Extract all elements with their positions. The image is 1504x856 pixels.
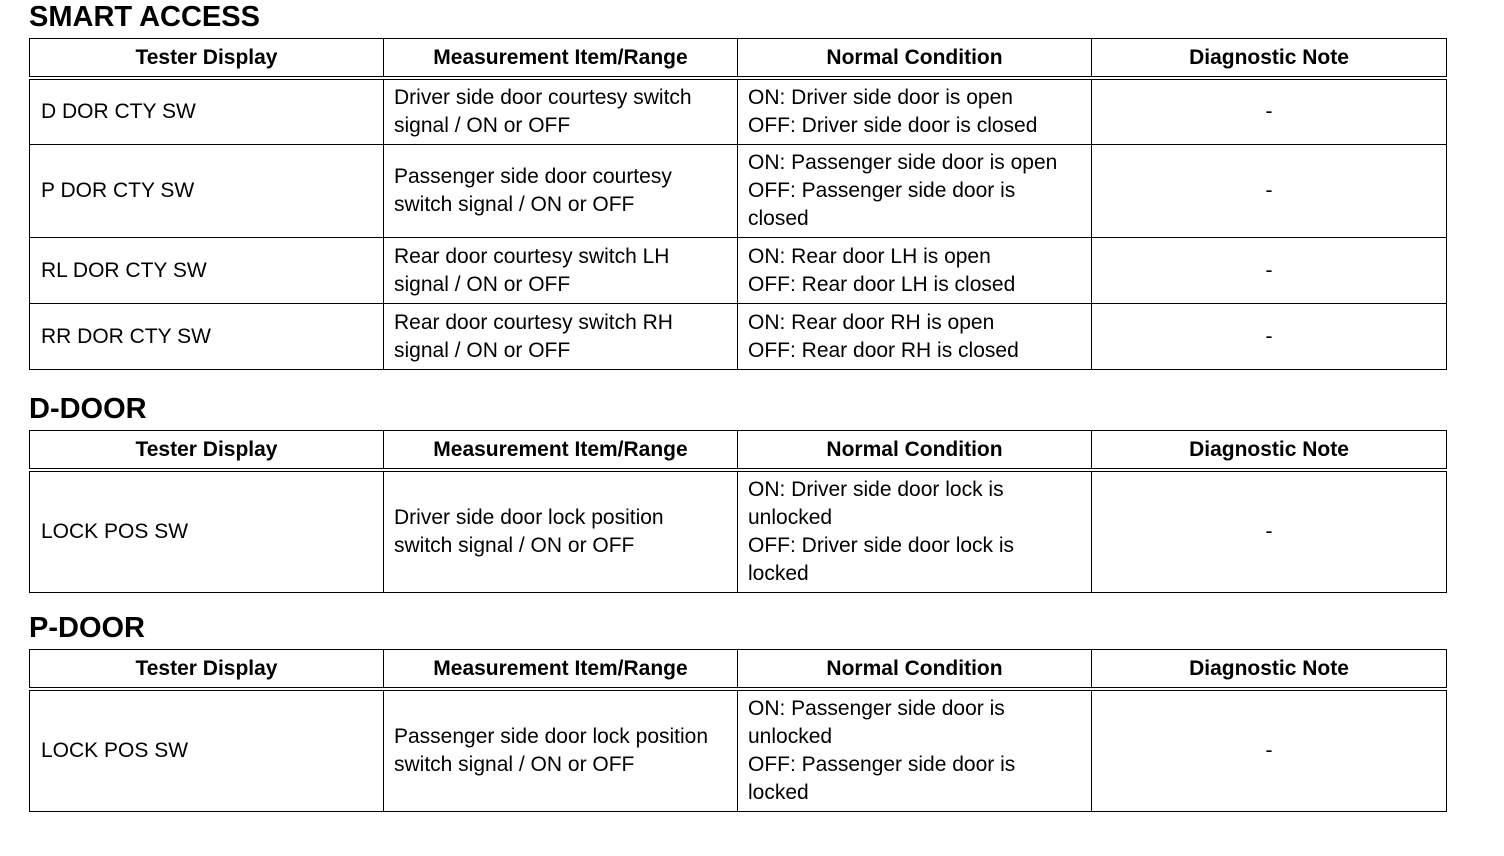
table-row [30, 145, 1447, 238]
table-header-row [30, 39, 1447, 79]
p-door-table [29, 649, 1447, 812]
measurement-line: switch signal / ON or OFF [394, 753, 635, 776]
measurement-line: Driver side door courtesy switch [394, 86, 692, 109]
section-title-p-door: P-DOOR [29, 612, 145, 644]
header-diagnostic-note: Diagnostic Note [1092, 650, 1447, 690]
condition-line: ON: Passenger side door is open [748, 151, 1058, 174]
condition-line: OFF: Rear door RH is closed [748, 338, 1019, 362]
measurement-line: Rear door courtesy switch RH [394, 310, 673, 334]
measurement-line: Driver side door lock position [394, 506, 664, 529]
condition-line: ON: Rear door RH is open [748, 310, 995, 334]
tester-display-cell: LOCK POS SW [30, 689, 384, 812]
section-title-d-door: D-DOOR [29, 393, 147, 425]
diagnostic-note-cell: - [1092, 689, 1447, 812]
measurement-line: Passenger side door courtesy [394, 165, 672, 188]
measurement-line: signal / ON or OFF [394, 338, 571, 362]
measurement-line: switch signal / ON or OFF [394, 193, 635, 216]
measurement-cell [384, 78, 738, 145]
header-normal-condition: Normal Condition [738, 39, 1092, 79]
diagnostic-note-cell: - [1092, 145, 1447, 238]
normal-condition-cell [738, 238, 1092, 304]
table-row [30, 470, 1447, 593]
header-measurement: Measurement Item/Range [384, 650, 738, 690]
tester-display-cell: RR DOR CTY SW [30, 304, 384, 370]
section-title-smart-access: SMART ACCESS [29, 1, 260, 33]
condition-line: ON: Driver side door lock is [748, 478, 1004, 501]
measurement-cell [384, 238, 738, 304]
normal-condition-cell [738, 689, 1092, 812]
table-row [30, 78, 1447, 145]
header-diagnostic-note: Diagnostic Note [1092, 431, 1447, 471]
condition-line: closed [748, 207, 809, 230]
table-row [30, 238, 1447, 304]
diagnostic-note-cell: - [1092, 304, 1447, 370]
condition-line: OFF: Driver side door lock is [748, 534, 1015, 557]
measurement-cell [384, 689, 738, 812]
header-tester-display: Tester Display [30, 39, 384, 79]
header-normal-condition: Normal Condition [738, 650, 1092, 690]
condition-line: unlocked [748, 506, 833, 529]
condition-line: OFF: Rear door LH is closed [748, 272, 1016, 296]
header-normal-condition: Normal Condition [738, 431, 1092, 471]
diagnostic-note-cell: - [1092, 470, 1447, 593]
measurement-line: signal / ON or OFF [394, 114, 571, 137]
condition-line: OFF: Passenger side door is [748, 179, 1016, 202]
table-row [30, 304, 1447, 370]
header-tester-display: Tester Display [30, 431, 384, 471]
table-header-row [30, 650, 1447, 690]
measurement-cell [384, 470, 738, 593]
header-measurement: Measurement Item/Range [384, 39, 738, 79]
measurement-line: signal / ON or OFF [394, 272, 571, 296]
diagnostic-note-cell: - [1092, 78, 1447, 145]
header-tester-display: Tester Display [30, 650, 384, 690]
normal-condition-cell [738, 78, 1092, 145]
tester-display-cell: P DOR CTY SW [30, 145, 384, 238]
condition-line: OFF: Driver side door is closed [748, 114, 1038, 137]
d-door-table [29, 430, 1447, 593]
smart-access-table [29, 38, 1447, 370]
normal-condition-cell [738, 304, 1092, 370]
condition-line: ON: Passenger side door is [748, 697, 1005, 720]
measurement-cell [384, 145, 738, 238]
table-row [30, 689, 1447, 812]
measurement-cell [384, 304, 738, 370]
condition-line: OFF: Passenger side door is [748, 753, 1016, 776]
diagnostic-note-cell: - [1092, 238, 1447, 304]
tester-display-cell: LOCK POS SW [30, 470, 384, 593]
measurement-line: switch signal / ON or OFF [394, 534, 635, 557]
condition-line: unlocked [748, 725, 833, 748]
tester-display-cell: D DOR CTY SW [30, 78, 384, 145]
measurement-line: Rear door courtesy switch LH [394, 244, 670, 268]
tester-display-cell: RL DOR CTY SW [30, 238, 384, 304]
measurement-line: Passenger side door lock position [394, 725, 709, 748]
normal-condition-cell [738, 470, 1092, 593]
condition-line: locked [748, 781, 809, 804]
table-header-row [30, 431, 1447, 471]
condition-line: ON: Driver side door is open [748, 86, 1013, 109]
header-measurement: Measurement Item/Range [384, 431, 738, 471]
condition-line: locked [748, 562, 809, 585]
normal-condition-cell [738, 145, 1092, 238]
condition-line: ON: Rear door LH is open [748, 244, 991, 268]
header-diagnostic-note: Diagnostic Note [1092, 39, 1447, 79]
